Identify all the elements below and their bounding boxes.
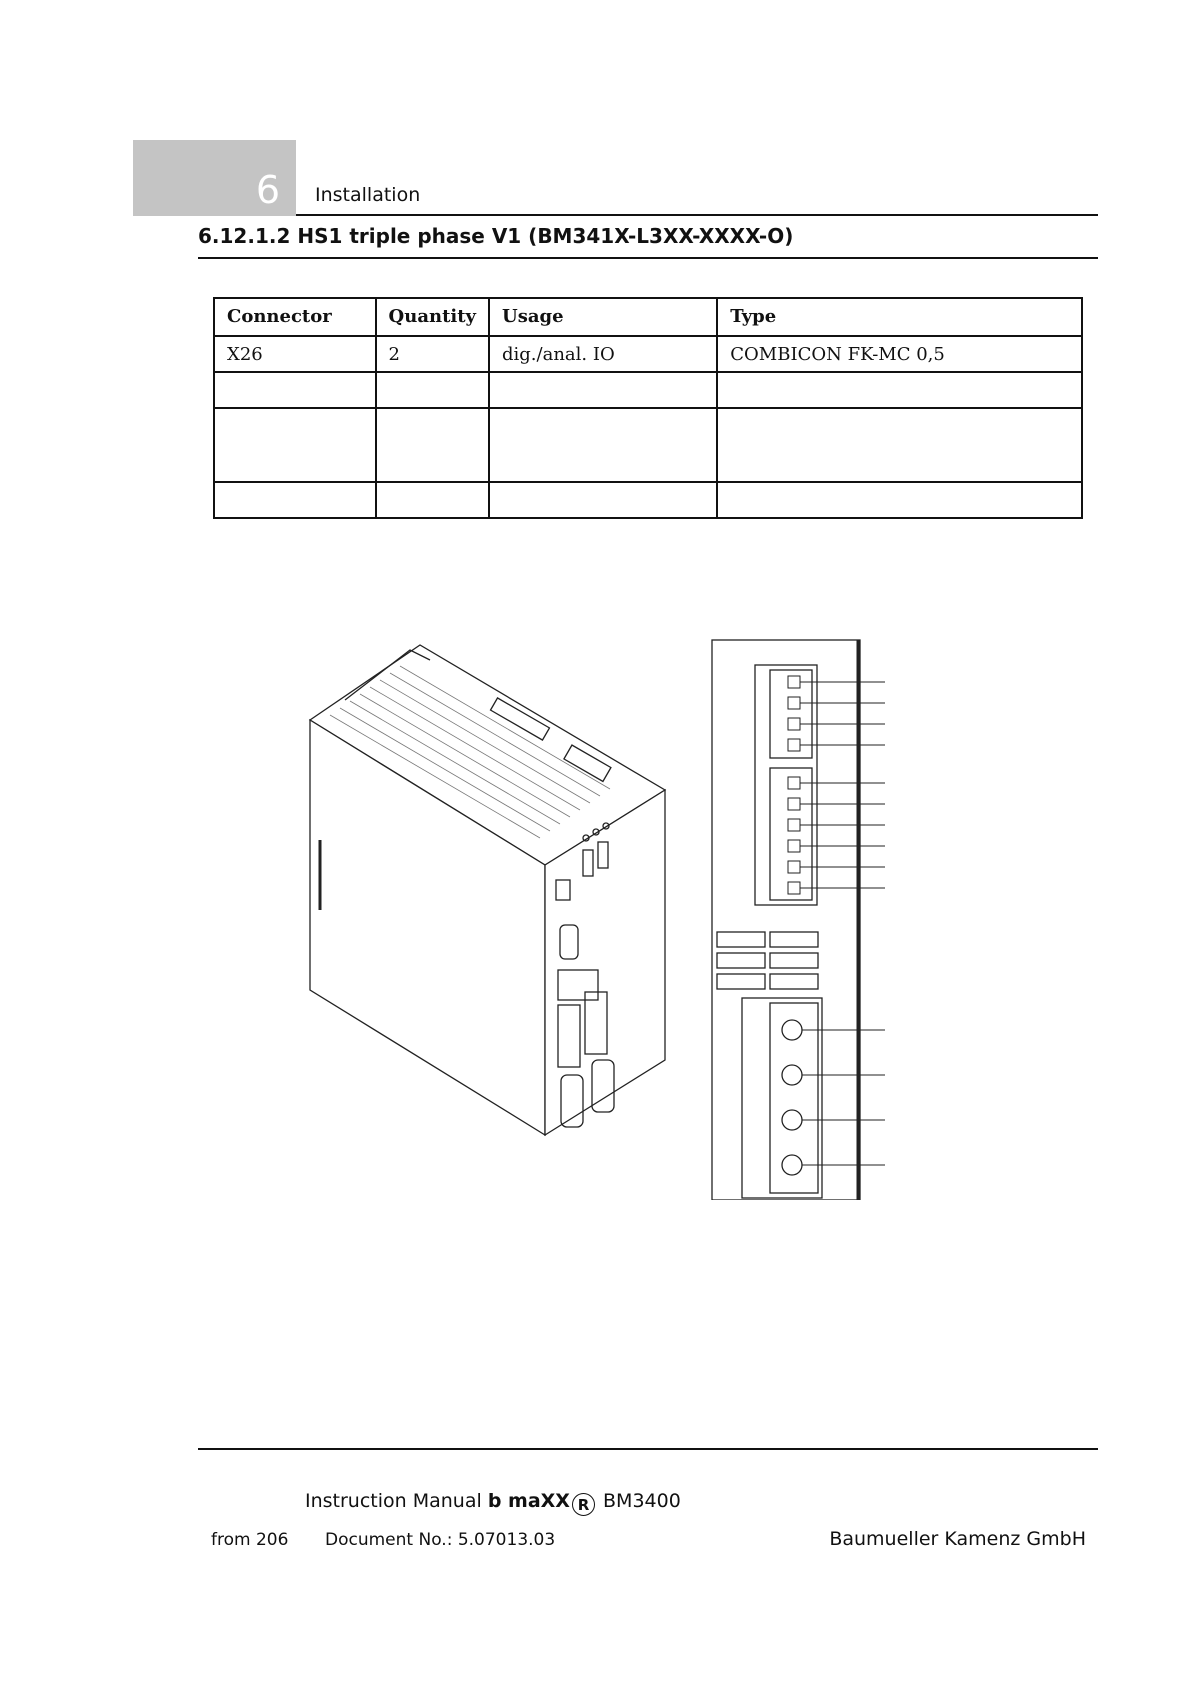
chapter-box <box>133 140 296 216</box>
table-header-row <box>214 298 1082 336</box>
footer-manual-title <box>305 1490 681 1516</box>
footer-pages: from 206 <box>211 1530 289 1550</box>
front-view <box>712 640 885 1200</box>
section-rule <box>198 257 1098 259</box>
cell-usage: dig./anal. IO <box>489 336 717 372</box>
table-row <box>214 482 1082 518</box>
registered-mark: R <box>572 1493 595 1516</box>
chapter-title: Installation <box>315 184 421 206</box>
isometric-device <box>310 645 665 1135</box>
footer-brand: b maXX <box>487 1490 570 1512</box>
header-quantity: Quantity <box>376 298 489 336</box>
cell-usage <box>489 372 717 408</box>
footer-company: Baumueller Kamenz GmbH <box>829 1528 1086 1550</box>
table-row <box>214 336 1082 372</box>
header-usage: Usage <box>489 298 717 336</box>
cell-quantity <box>376 372 489 408</box>
table-row <box>214 372 1082 408</box>
cell-quantity <box>376 482 489 518</box>
cell-type: COMBICON FK-MC 0,5 <box>717 336 1082 372</box>
table-row <box>214 408 1082 482</box>
chapter-number: 6 <box>255 168 280 212</box>
cell-quantity <box>376 408 489 482</box>
cell-connector: X26 <box>214 336 376 372</box>
header-rule <box>296 214 1098 216</box>
footer-rule <box>198 1448 1098 1450</box>
footer-document-number: Document No.: 5.07013.03 <box>325 1530 556 1550</box>
cell-connector <box>214 482 376 518</box>
cell-usage <box>489 408 717 482</box>
device-drawing <box>300 620 920 1200</box>
cell-connector <box>214 408 376 482</box>
header-connector: Connector <box>214 298 376 336</box>
header-type: Type <box>717 298 1082 336</box>
footer-model: BM3400 <box>603 1490 681 1512</box>
cell-type <box>717 372 1082 408</box>
cell-usage <box>489 482 717 518</box>
cell-quantity: 2 <box>376 336 489 372</box>
section-title: 6.12.1.2 HS1 triple phase V1 (BM341X-L3XX-XXXX-O) <box>198 224 794 248</box>
cell-type <box>717 408 1082 482</box>
cell-type <box>717 482 1082 518</box>
cell-connector <box>214 372 376 408</box>
connector-table <box>213 297 1083 519</box>
footer-manual-prefix: Instruction Manual <box>305 1490 482 1512</box>
